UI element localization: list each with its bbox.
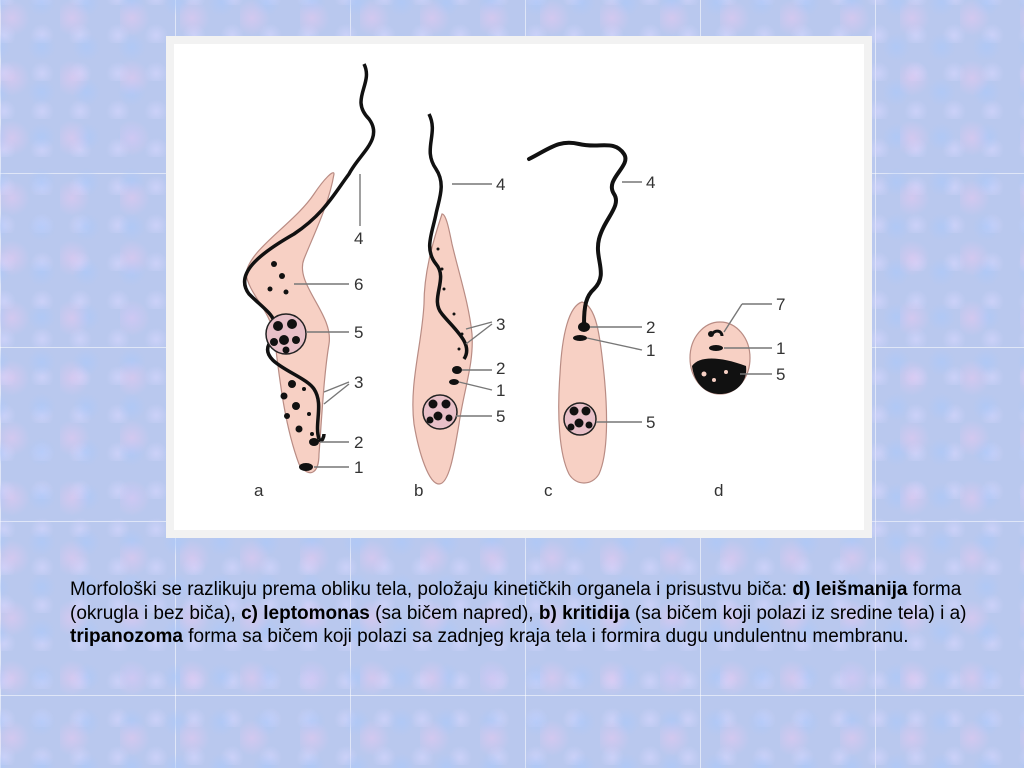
panel-a-label-5: 5 [354,323,364,342]
morphology-diagram [174,44,864,530]
panel-b-label-1: 1 [496,381,506,400]
caption-part-4: (sa bičem koji polazi iz sredine tela) i a) [629,602,967,624]
panel-a-label-2: 2 [354,433,364,452]
panel-a-label-6: 6 [354,275,364,294]
panel-c-cell [529,143,625,483]
panel-d-label-1: 1 [776,339,786,358]
caption-part-1: Morfološki se razlikuju prema obliku tela, položaju kinetičkih organela i prisustvu biča: [70,579,793,600]
panel-c-label-4: 4 [646,173,656,192]
panel-a-cell [245,64,374,473]
panel-c-letter: c [544,481,553,500]
caption-part-5: forma sa bičem koji polazi sa zadnjeg kraja tela i formira dugu undulentnu membranu. [182,626,909,647]
panel-d-label-7: 7 [776,295,786,314]
panel-a-label-4: 4 [354,229,364,248]
panel-a-label-3: 3 [354,373,364,392]
caption-bold-leishmania: d) leišmanija [792,579,908,600]
panel-b-cell [413,114,472,484]
figure-image [174,44,864,530]
panel-c-label-2: 2 [646,318,656,337]
panel-d-label-5: 5 [776,365,786,384]
panel-b-label-4: 4 [496,175,506,194]
panel-b-letter: b [414,481,424,500]
panel-a-label-1: 1 [354,458,364,477]
panel-b-label-3: 3 [496,315,506,334]
panel-c-label-1: 1 [646,341,656,360]
caption-text [70,578,970,649]
figure-frame [166,36,872,538]
panel-a-letter: a [254,481,264,500]
panel-b-label-2: 2 [496,359,506,378]
caption-part-2: forma (okrugla i bez biča), [70,579,962,624]
caption-part-3: (sa bičem napred), [369,602,539,624]
panel-b-label-5: 5 [496,407,506,426]
panel-d-letter: d [714,481,724,500]
caption-bold-trypanosoma: tripanozoma [70,626,183,647]
panel-c-label-5: 5 [646,413,656,432]
panel-d-cell [690,322,750,394]
caption-bold-leptomonas: c) leptomonas [241,602,370,624]
caption-bold-crithidia: b) kritidija [538,602,630,624]
